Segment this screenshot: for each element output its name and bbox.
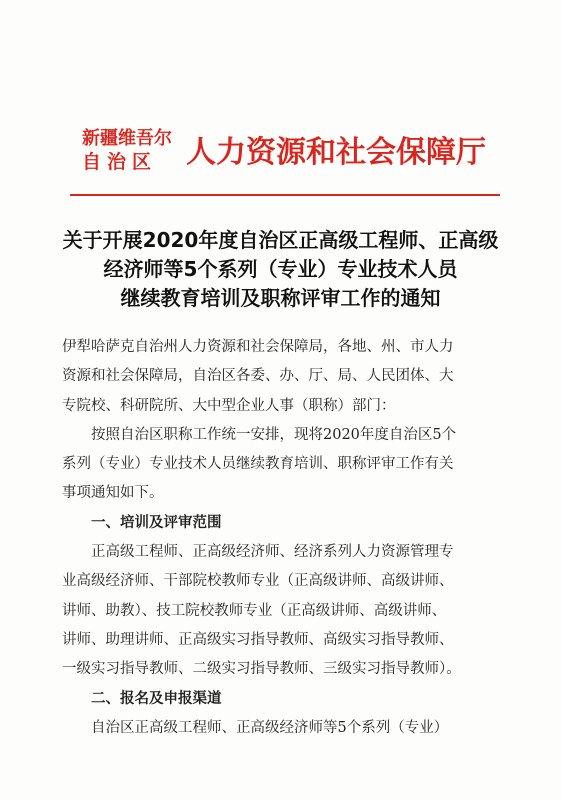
title-line: 继续教育培训及职称评审工作的通知 — [120, 286, 441, 310]
body-line: 伊犁哈萨克自治州人力资源和社会保障局，各地、州、市人力 — [62, 339, 454, 355]
letterhead-department: 人力资源和社会保障厅 — [186, 135, 486, 170]
title-line: 关于开展2020年度自治区正高级工程师、正高级 — [62, 228, 499, 252]
body-line: 一级实习指导教师、二级实习指导教师、三级实习指导教师）。 — [62, 661, 461, 678]
body-line: 按照自治区职称工作统一安排，现将2020年度自治区5个 — [91, 426, 457, 443]
letterhead-region-line2: 自治区 — [82, 151, 158, 173]
body-line: 事项通知如下。 — [62, 485, 164, 502]
section2 — [62, 685, 502, 744]
body-line: 自治区正高级工程师、正高级经济师等5个系列（专业） — [91, 719, 449, 736]
section1-heading: 一、培训及评审范围 — [91, 514, 222, 531]
body-line: 业高级经济师、干部院校教师专业（正高级讲师、高级讲师、 — [62, 573, 454, 590]
body-line: 讲师、助理讲师、正高级实习指导教师、高级实习指导教师、 — [62, 631, 454, 648]
document-title — [40, 226, 521, 313]
body-line: 讲师、助教）、技工院校教师专业（正高级讲师、高级讲师、 — [62, 602, 447, 619]
body-line: 正高级工程师、正高级经济师、经济系列人力资源管理专 — [91, 544, 454, 561]
body-line: 专院校、科研院所、大中型企业人事（职称）部门： — [62, 397, 396, 414]
intro-paragraph — [62, 421, 502, 509]
addressee-paragraph — [62, 333, 502, 421]
title-line: 经济师等5个系列（专业）专业技术人员 — [103, 257, 458, 281]
letterhead — [82, 128, 502, 188]
letterhead-red-rule — [70, 194, 500, 196]
section2-heading: 二、报名及申报渠道 — [91, 690, 222, 707]
letterhead-region — [82, 128, 182, 174]
document-body — [62, 333, 502, 743]
letterhead-region-line1: 新疆维吾尔 — [82, 128, 172, 149]
body-line: 资源和社会保障局，自治区各委、办、厅、局、人民团体、大 — [62, 368, 454, 385]
body-line: 系列（专业）专业技术人员继续教育培训、职称评审工作有关 — [62, 456, 454, 473]
section1 — [62, 509, 502, 685]
